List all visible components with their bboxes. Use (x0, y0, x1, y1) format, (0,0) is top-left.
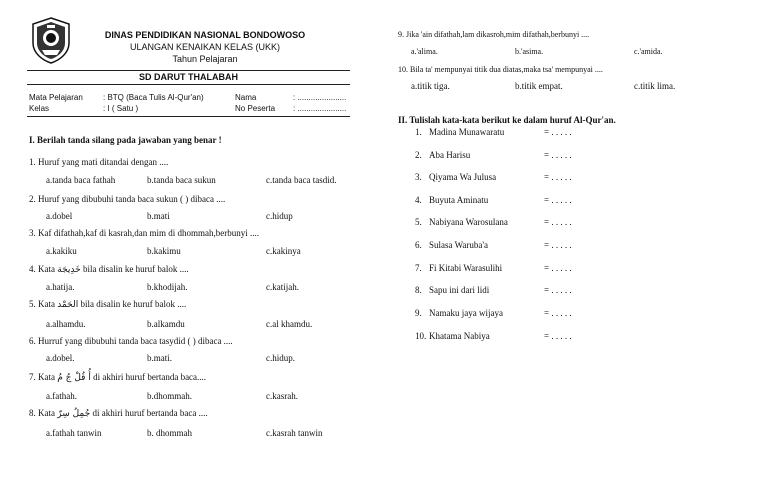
q4-option-b[interactable]: b.khodijah. (147, 282, 188, 292)
class-label: Kelas (29, 104, 50, 113)
exam-title: ULANGAN KENAIKAN KELAS (UKK) (129, 42, 281, 52)
section2-item-4-text: Buyuta Aminatu (429, 195, 489, 205)
q8-option-a[interactable]: a.fathah tanwin (46, 428, 102, 438)
section2-item-7-blank[interactable]: = . . . . . (544, 263, 572, 273)
section2-item-4-num: 4. (415, 195, 422, 205)
q3-option-a[interactable]: a.kakiku (46, 246, 77, 256)
question-4-tail: bila disalin ke huruf balok .... (82, 264, 189, 274)
section2-item-1-blank[interactable]: = . . . . . (544, 127, 572, 137)
q5-option-c[interactable]: c.al khamdu. (266, 319, 313, 329)
section2-item-10-text: Khatama Nabiya (429, 331, 490, 341)
q10-option-b[interactable]: b.titik empat. (515, 81, 563, 91)
q6-option-c[interactable]: c.hidup. (266, 353, 295, 363)
question-5 (29, 299, 186, 310)
section2-item-2-blank[interactable]: = . . . . . (544, 150, 572, 160)
section2-item-8-text: Sapu ini dari lidi (429, 285, 490, 295)
section2-item-2-num: 2. (415, 150, 422, 160)
q1-option-b[interactable]: b.tanda baca sukun (147, 175, 216, 185)
question-4-lead: 4. Kata (29, 264, 55, 274)
q10-option-a[interactable]: a.titik tiga. (411, 81, 450, 91)
section2-item-5-blank[interactable]: = . . . . . (544, 217, 572, 227)
q2-option-c[interactable]: c.hidup (266, 211, 293, 221)
q5-option-b[interactable]: b.alkamdu (147, 319, 185, 329)
section2-item-4-blank[interactable]: = . . . . . (544, 195, 572, 205)
question-3: 3. Kaf difathah,kaf di kasrah,dan mim di dhommah,berbunyi .... (29, 228, 259, 238)
section2-item-5-num: 5. (415, 217, 422, 227)
question-5-lead: 5. Kata (29, 299, 55, 309)
q2-option-b[interactable]: b.mati (147, 211, 170, 221)
q1-option-a[interactable]: a.tanda baca fathah (46, 175, 116, 185)
q7-option-b[interactable]: b.dhommah. (147, 391, 192, 401)
subject-label: Mata Pelajaran (29, 93, 83, 102)
section2-item-7-text: Fi Kitabi Warasulihi (429, 263, 503, 273)
q4-option-a[interactable]: a.hatija. (46, 282, 75, 292)
question-10: 10. Bila ta' mempunyai titik dua diatas,maka tsa' mempunyai .... (398, 65, 603, 74)
emblem-logo (30, 17, 72, 64)
q8-option-c[interactable]: c.kasrah tanwin (266, 428, 323, 438)
question-8-lead: 8. Kata (29, 408, 55, 418)
question-1: 1. Huruf yang mati ditandai dengan .... (29, 157, 169, 167)
section2-item-10-blank[interactable]: = . . . . . (544, 331, 572, 341)
section2-item-9-blank[interactable]: = . . . . . (544, 308, 572, 318)
question-8 (29, 408, 208, 419)
question-8-arabic-word: جُمِلُ سِرّ (57, 409, 91, 419)
q6-option-b[interactable]: b.mati. (147, 353, 172, 363)
name-field: : ...................... (293, 93, 347, 102)
q5-option-a[interactable]: a.alhamdu. (46, 319, 86, 329)
institution-title: DINAS PENDIDIKAN NASIONAL BONDOWOSO (104, 30, 306, 40)
section2-item-3-text: Qiyama Wa Julusa (429, 172, 497, 182)
header-rule-top (27, 70, 350, 71)
class-value: : I ( Satu ) (103, 104, 139, 113)
q9-option-c[interactable]: c.'amida. (634, 47, 663, 56)
question-5-tail: bila disalin ke huruf balok .... (80, 299, 187, 309)
header-rule-bottom (27, 116, 350, 117)
question-4 (29, 264, 189, 275)
q7-option-c[interactable]: c.kasrah. (266, 391, 298, 401)
header-rule-mid (27, 84, 350, 85)
question-6: 6. Hurruf yang dibubuhi tanda baca tasydid ( ) dibaca .... (29, 336, 233, 346)
section2-item-7-num: 7. (415, 263, 422, 273)
question-7-tail: di akhiri huruf bertanda baca.... (93, 372, 207, 382)
section2-item-2-text: Aba Harisu (429, 150, 471, 160)
section2-item-6-num: 6. (415, 240, 422, 250)
q1-option-c[interactable]: c.tanda baca tasdid. (266, 175, 337, 185)
section2-title: II. Tulislah kata-kata berikut ke dalam huruf Al-Qur'an. (398, 115, 616, 125)
question-8-tail: di akhiri huruf bertanda baca .... (92, 408, 208, 418)
subject-value: : BTQ (Baca Tulis Al-Qur'an) (103, 93, 204, 102)
section2-item-10-num: 10. (415, 331, 427, 341)
section2-item-9-num: 9. (415, 308, 422, 318)
question-7-arabic-word: أُ قُلْ جُ مُ (57, 373, 91, 383)
q10-option-c[interactable]: c.titik lima. (634, 81, 676, 91)
question-5-arabic-word: الحَمْد (57, 300, 79, 310)
name-label: Nama (235, 93, 257, 102)
question-7-lead: 7. Kata (29, 372, 55, 382)
question-7 (29, 372, 206, 383)
q2-option-a[interactable]: a.dobel (46, 211, 73, 221)
section2-item-1-text: Madina Munawaratu (429, 127, 505, 137)
section2-item-3-blank[interactable]: = . . . . . (544, 172, 572, 182)
section2-item-8-num: 8. (415, 285, 422, 295)
section2-item-1-num: 1. (415, 127, 422, 137)
q6-option-a[interactable]: a.dobel. (46, 353, 75, 363)
q8-option-b[interactable]: b. dhommah (147, 428, 192, 438)
section2-item-5-text: Nabiyana Warosulana (429, 217, 508, 227)
section2-item-8-blank[interactable]: = . . . . . (544, 285, 572, 295)
q3-option-c[interactable]: c.kakinya (266, 246, 301, 256)
section2-item-9-text: Namaku jaya wijaya (429, 308, 503, 318)
year-label: Tahun Pelajaran (172, 54, 238, 64)
section2-item-3-num: 3. (415, 172, 422, 182)
q4-option-c[interactable]: c.katijah. (266, 282, 299, 292)
section2-item-6-blank[interactable]: = . . . . . (544, 240, 572, 250)
section2-item-6-text: Sulasa Waruba'a (429, 240, 488, 250)
school-name: SD DARUT THALABAH (139, 72, 238, 82)
q9-option-a[interactable]: a.'alima. (411, 47, 438, 56)
question-9: 9. Jika 'ain difathah,lam dikasroh,mim difathah,berbunyi .... (398, 30, 590, 39)
section1-title: I. Berilah tanda silang pada jawaban yang benar ! (29, 135, 222, 145)
question-2: 2. Huruf yang dibubuhi tanda baca sukun ( ) dibaca .... (29, 194, 226, 204)
q9-option-b[interactable]: b.'asima. (515, 47, 544, 56)
q7-option-a[interactable]: a.fathah. (46, 391, 77, 401)
number-label: No Peserta (235, 104, 276, 113)
question-4-arabic-word: خَدِيجَة (57, 265, 81, 275)
number-field: : ...................... (293, 104, 347, 113)
q3-option-b[interactable]: b.kakimu (147, 246, 181, 256)
